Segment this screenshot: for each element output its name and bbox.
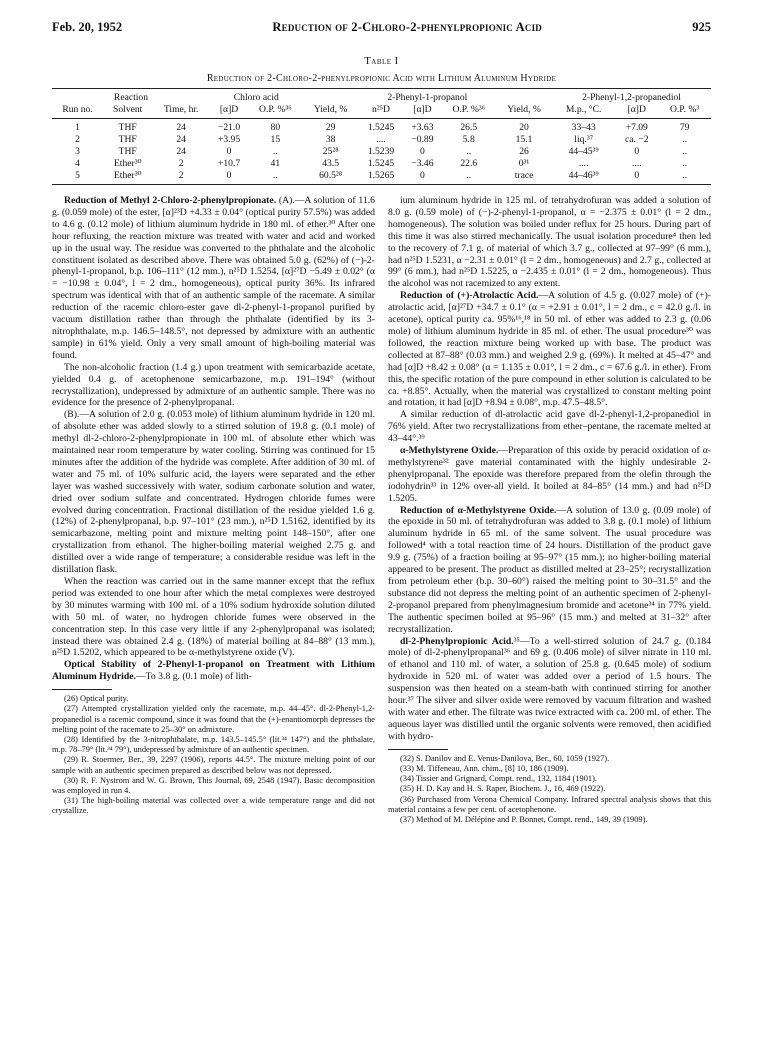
table-cell: 2	[178, 158, 184, 169]
footnote: (29) R. Stoermer, Ber., 39, 2297 (1906), reports 44.5°. The mixture melting point of our sample with an authentic specimen prepared as described below was not depressed.	[52, 755, 375, 775]
table-cell: 4	[75, 158, 80, 169]
table-cell: 0	[615, 170, 658, 185]
table-cell: 1.5265	[359, 170, 404, 185]
paragraph	[52, 409, 375, 576]
paragraph	[52, 659, 375, 683]
table-cell: 24	[176, 146, 186, 157]
table-body	[52, 119, 711, 185]
table-row	[52, 158, 711, 170]
table-cell: liq.³⁷	[574, 134, 594, 145]
footnote: (36) Purchased from Verona Chemical Company. Infrared spectral analysis shows that this material contains a few per cent. of acetophenone.	[388, 794, 711, 814]
table-cell: ..	[248, 170, 303, 185]
paragraph	[388, 409, 711, 445]
right-footnotes	[388, 754, 711, 825]
left-footnotes	[52, 694, 375, 816]
paragraph-heading: dl-2-Phenylpropionic Acid.	[400, 635, 514, 647]
table-cell: +3.95	[217, 134, 241, 145]
footnote: (31) The high-boiling material was collected over a wide temperature range and did not crystallize.	[52, 796, 375, 816]
col-header: Solvent	[103, 104, 152, 119]
footnote-rule	[52, 689, 112, 690]
table-cell: 2	[152, 170, 210, 185]
table-cell: ....	[376, 134, 386, 145]
table-header-row	[52, 104, 711, 119]
table-cell: 26	[519, 146, 529, 157]
footnote-rule	[388, 749, 448, 750]
paragraph-text: —Preparation of this oxide by peracid oxidation of α-methylstyrene³² gave material contaminated with the highly undesirable 2-phenylpropanal. The epoxide was therefore prepared from the olefin through the iodohydrin³³ in 12% over-all yield. It boiled at 84–85° (14 mm.) and had n²⁵D 1.5205.	[388, 445, 711, 504]
paragraph	[52, 576, 375, 659]
table-row	[52, 134, 711, 146]
paragraph-text: —To 3.8 g. (0.1 mole) of lith-	[135, 671, 252, 683]
footnote: (27) Attempted crystallization yielded only the racemate, m.p. 44–45°. dl-2-Phenyl-1,2-propanediol is a racemic compound, since it was found that the (+)-enantiomorph depresses the melting point of the racemate to 25–30° on admixture.	[52, 704, 375, 734]
paragraph-text: A similar reduction of dl-atrolactic acid gave dl-2-phenyl-1,2-propanediol in 76% yield. After two recrystallizations from ether–pentane, the racemate melted at 43–44°.³⁹	[388, 409, 711, 445]
col-header: Run no.	[52, 104, 103, 119]
header-date: Feb. 20, 1952	[52, 20, 123, 34]
table-cell: 26.5	[460, 122, 478, 133]
table-cell: ca. −2	[625, 134, 649, 145]
table-cell: +7.09	[625, 122, 648, 133]
table-cell: 0	[226, 146, 232, 157]
table-cell: 1.5239	[367, 146, 395, 157]
table-cell: 5	[52, 170, 103, 185]
paragraph	[52, 195, 375, 362]
paragraph-heading: Optical Stability of 2-Phenyl-1-propanol on Treatment with Lithium Aluminum Hydride.	[52, 659, 375, 683]
col-header: Time, hr.	[152, 104, 210, 119]
paragraph-text: (A).—A solution of 11.6 g. (0.059 mole) of the ester, [α]²³D +4.33 ± 0.04° (optical purity 57.5%) was added to 4.6 g. (0.12 mole) of lithium aluminum hydride in 180 ml. of ether.³⁰ After one hour refluxing, the reaction mixture was treated with water and acid and worked up in the usual way. The residue was converted to the phthalate and the alcoholic constituent isolated as described above. There was obtained 5.0 g. (62%) of (−)-2-phenyl-1-propanol, b.p. 106–111° (12 mm.), n²⁵D 1.5254, [α]²⁷D −5.49 ± 0.02° (α = −10.98 ± 0.04°, l = 2 dm., homogeneous), optical purity 36%. Its infrared spectrum was identical with that of an authentic sample of the racemate. A similar reduction of the racemic chloro-ester gave dl-2-phenyl-1-propanol purified by vacuum distillation rather than through the phthalate (identified by its 3-nitrophthalate, m.p. 146.5–148.5°, not depressed by admixture with an authentic sample) in 61% yield. Only a very small amount of high-boiling material was found.	[52, 195, 375, 361]
table-cell: ..	[682, 158, 688, 169]
table-cell: −0.89	[411, 134, 434, 145]
table-cell: 44–46³⁹	[552, 170, 615, 185]
table-cell: ..	[682, 134, 688, 145]
table-cell: Ether³⁰	[103, 170, 152, 185]
header-page-number: 925	[692, 20, 711, 34]
table-cell: 25²⁸	[322, 146, 339, 157]
table-cell: −21.0	[217, 122, 241, 133]
table-cell: 2	[75, 134, 80, 145]
col-header: O.P. %³	[658, 104, 711, 119]
col-header: [α]D	[403, 104, 441, 119]
table-label: Table I	[364, 56, 399, 67]
left-column	[52, 195, 375, 825]
paragraph-text: The non-alcoholic fraction (1.4 g.) upon treatment with semicarbazide acetate, yielded 0.4 g. of acetophenone semicarbazone, m.p. 191–194° (without recrystallization), undepressed by admixture of an authentic sample. There was no evidence for the presence of 2-phenylpropanal.	[52, 361, 375, 409]
table-cell: 22.6	[460, 158, 478, 169]
table-cell: 33–43	[571, 122, 596, 133]
table-cell: THF	[118, 134, 137, 145]
table-cell: THF	[118, 146, 137, 157]
table-cell: 38	[325, 134, 336, 145]
paragraph-heading: Reduction of (+)-Atrolactic Acid.	[400, 290, 539, 302]
paragraph	[388, 636, 711, 743]
table-cell: 5.8	[462, 134, 475, 145]
col-header: M.p., °C.	[552, 104, 615, 119]
col-header: O.P. %³⁶	[248, 104, 303, 119]
footnote: (26) Optical purity.	[64, 694, 129, 704]
col-header: Yield, %	[496, 104, 552, 119]
group-phenyl-propanol: 2-Phenyl-1-propanol	[303, 89, 552, 105]
paragraph-heading: Reduction of Methyl 2-Chloro-2-phenylpropionate.	[64, 195, 277, 206]
table-cell: 79	[679, 122, 690, 133]
table-cell: 3	[75, 146, 80, 157]
table-cell: −3.46	[411, 158, 434, 169]
paragraph-text: (B).—A solution of 2.0 g. (0.053 mole) of lithium aluminum hydride in 120 ml. of absolute ether was added slowly to a stirred solution of 19.8 g. (0.1 mole) of methyl dl-2-chloro-2-phenylpropionate in 100 ml. of absolute ether which was maintained near room temperature by water cooling. Stirring was continued for 15 minutes after the addition of the hydride was complete. After addition of 30 ml. of water and 75 ml. of 10% sulfuric acid, the layers were separated and the ether layer was washed successively with water, sodium carbonate solution and water, dried over sodium sulfate and concentrated. Hydrogen chloride fumes were evolved during concentration. Fractional distillation of the residue yielded 1.6 g. (12%) of 2-phenylpropanal, b.p. 97–101° (23 mm.), n²⁵D 1.5162, identified by its semicarbazone, melting point and mixture melting point 148–150°, after one crystallization from ethanol. The higher-boiling material weighed 2.75 g. and distilled over a wide range of temperature; a considerable residue was left in the distillation flask.	[52, 409, 375, 576]
footnote: (28) Identified by the 3-nitrophthalate, m.p. 143.5–145.5° (lit.³⁴ 147°) and the phthalate, m.p. 78–79° (lit.³⁴ 79°), undepressed by admixture of an authentic specimen.	[52, 734, 375, 755]
paragraph-text: ium aluminum hydride in 125 ml. of tetrahydrofuran was added a solution of 8.0 g. (0.59 mole) of (−)-2-phenyl-1-propanol, α = −2.375 ± 0.01° (l = 2 dm., homogeneous). The solution was boiled under reflux for 25 hours. During part of this time it was also stirred mechanically. The usual isolation procedure⁴ then led to the recovery of 7.1 g. of material of which 3.7 g., collected at 97–99° (6 mm.), had n²⁵D 1.5231, α −2.31 ± 0.01° (l = 2 dm., homogeneous) and 2.7 g., collected at 99° (6 mm.), had n²⁵D 1.5225, α −2.435 ± 0.01° (l = 2 dm., homogeneous). Thus the alcohol was not racemized to any extent.	[388, 195, 711, 290]
col-header: Yield, %	[303, 104, 359, 119]
table-cell: ....	[631, 158, 642, 169]
table-row	[52, 119, 711, 135]
table-cell: 43.5	[322, 158, 340, 169]
table-cell: 29	[325, 122, 336, 133]
table-row	[52, 170, 711, 185]
paragraph	[52, 362, 375, 410]
footnote: (32) S. Danilov and E. Venus-Danilova, Ber., 60, 1059 (1927).	[400, 753, 610, 763]
table-cell: trace	[496, 170, 552, 185]
group-reaction: Reaction	[52, 89, 210, 105]
table-group-row	[52, 89, 711, 105]
paragraph-heading: Reduction of α-Methylstyrene Oxide.	[400, 504, 557, 516]
table-cell: 80	[270, 122, 281, 133]
table-cell: ....	[578, 158, 589, 169]
col-header: O.P. %³⁶	[442, 104, 497, 119]
table-cell: 1.5245	[367, 158, 395, 169]
table-cell: 0	[634, 146, 640, 157]
left-paragraphs	[52, 195, 375, 683]
paragraph-text: —A solution of 4.5 g. (0.027 mole) of (+)-atrolactic acid, [α]²⁷D +34.7 ± 0.1° (α = +2.91 ± 0.01°, l = 2 dm., c = 42.0 g./l. in acetone), optical purity ca. 95%¹⁶,¹⁸ in 50 ml. of ether was added to 2.3 g. (0.06 mole) of lithium aluminum hydride in 85 ml. of ether. The usual procedure³⁰ was followed, the reaction mixture being worked up with base. The product was collected at 87–88° (0.03 mm.) and weighed 2.9 g. (69%). It melted at 45–47° and had [α]D +8.42 ± 0.08° (α = 1.135 ± 0.01°, l = 2 dm., c = 67.6 g./l. in ether). From this, the specific rotation of the pure compound in ether solution is calculated to be ca. +8.85°. Actually, when the material was crystallized to constant melting point and rotation, it had [α]D +8.94 ± 0.08°, m.p. 47.5–48.5°.	[388, 290, 711, 409]
paragraph	[388, 505, 711, 636]
table-cell: 15.1	[515, 134, 533, 145]
results-table	[52, 88, 711, 185]
table-cell: 41	[270, 158, 281, 169]
right-paragraphs	[388, 195, 711, 743]
table-cell: 0	[420, 146, 425, 157]
table-cell: 24	[176, 122, 186, 133]
table-cell: +3.63	[411, 122, 434, 133]
table-cell: 1	[75, 122, 80, 133]
paragraph	[388, 290, 711, 409]
right-column	[388, 195, 711, 825]
table-title: Reduction of 2-Chloro-2-phenylpropionic Acid with Lithium Aluminum Hydride	[206, 73, 557, 84]
footnote: (33) M. Tiffeneau, Ann. chim., [8] 10, 186 (1909).	[400, 763, 569, 773]
table-cell: 0	[210, 170, 248, 185]
table-cell: +10.7	[217, 158, 241, 169]
table-cell: ..	[682, 146, 688, 157]
paragraph-heading: α-Methylstyrene Oxide.	[400, 445, 499, 457]
group-chloro-acid: Chloro acid	[210, 89, 303, 105]
table-cell: 24	[176, 134, 186, 145]
table-cell: 44–45³⁹	[568, 146, 599, 157]
table-cell: ..	[658, 170, 711, 185]
paragraph-text: When the reaction was carried out in the same manner except that the reflux period was extended to one hour after which the metal complexes were destroyed by 30 minutes warming with 100 ml. of a 10% sodium hydroxide solution diluted with 50 ml. of water, no hydrogen chloride fumes were observed in the concentration step. In this case very little if any 2-phenylpropanal was isolated; instead there was obtained 2.4 g. (18%) of material boiling at 84–88° (13 mm.), n²⁵D 1.5202, which appeared to be α-methylstyrene oxide (V).	[52, 576, 375, 659]
paragraph-text: —A solution of 13.0 g. (0.09 mole) of the epoxide in 50 ml. of tetrahydrofuran was added to 3.8 g. (0.1 mole) of lithium aluminum hydride in 65 ml. of the same solvent. The usual procedure was followed⁴ with a total reaction time of 24 hours. Distillation of the product gave 9.9 g. (75%) of a fraction boiling at 95–97° (15 mm.); no higher-boiling material appeared to be present. The product as distilled melted at 23–25°; recrystallization from petroleum ether (b.p. 30–60°) raised the melting point to 30–31.5° and the substance did not depress the melting point of an authentic specimen of 2-phenyl-2-propanol prepared from phenylmagnesium bromide and acetone³⁴ in 77% yield. The authentic specimen boiled at 95–96° (15 mm.) and melted at 31–32° after recrystallization.	[388, 504, 711, 635]
footnote: (30) R. F. Nystrom and W. G. Brown, This Journal, 69, 2548 (1947). Basic decomposition was employed in run 4.	[52, 775, 375, 795]
group-phenyl-propanediol: 2-Phenyl-1,2-propanediol	[552, 89, 711, 105]
table-row	[52, 146, 711, 158]
running-header	[52, 20, 711, 42]
footnote: (37) Method of M. Délépine and P. Bonnet, Compt. rend., 149, 39 (1909).	[400, 814, 648, 824]
body-columns	[52, 195, 711, 825]
table-cell: 15	[270, 134, 281, 145]
paragraph	[388, 195, 711, 290]
col-header: n²⁵D	[359, 104, 404, 119]
table-cell: 0³¹	[518, 158, 530, 169]
col-header: [α]D	[615, 104, 658, 119]
col-header: [α]D	[210, 104, 248, 119]
table-cell: ..	[442, 170, 497, 185]
paragraph	[388, 445, 711, 505]
table-cell: 0	[403, 170, 441, 185]
footnote: (35) H. D. Kay and H. S. Raper, Biochem. J., 16, 469 (1922).	[400, 784, 606, 794]
header-title: Reduction of 2-Chloro-2-phenylpropionic Acid	[272, 20, 542, 34]
table-cell: 20	[519, 122, 529, 133]
table-cell: ..	[466, 146, 472, 157]
table-cell: 60.5²⁸	[303, 170, 359, 185]
table-cell: Ether³⁰	[113, 158, 142, 169]
table-cell: 1.5245	[367, 122, 395, 133]
table-cell: ..	[272, 146, 278, 157]
footnote: (34) Tissier and Grignard, Compt. rend., 132, 1184 (1901).	[400, 774, 597, 784]
paragraph-text: ³⁵—To a well-stirred solution of 24.7 g. (0.184 mole) of dl-2-phenylpropanal³⁶ and 69 g. (0.406 mole) of silver nitrate in 110 ml. of ethanol and 110 ml. of water, a solution of 25.8 g. (0.645 mole) of sodium hydroxide in 520 ml. of water was added over a period of 1.5 hours. The suspension was then heated on a steam-bath with continued stirring for another hour.³⁷ The silver and silver oxide were removed by vacuum filtration and washed with water and ether. The filtrate was twice extracted with ca. 200 ml. of ether. The aqueous layer was distilled until the organic solvents were removed, then acidified with hydro-	[388, 635, 711, 742]
table-cell: THF	[118, 122, 137, 133]
